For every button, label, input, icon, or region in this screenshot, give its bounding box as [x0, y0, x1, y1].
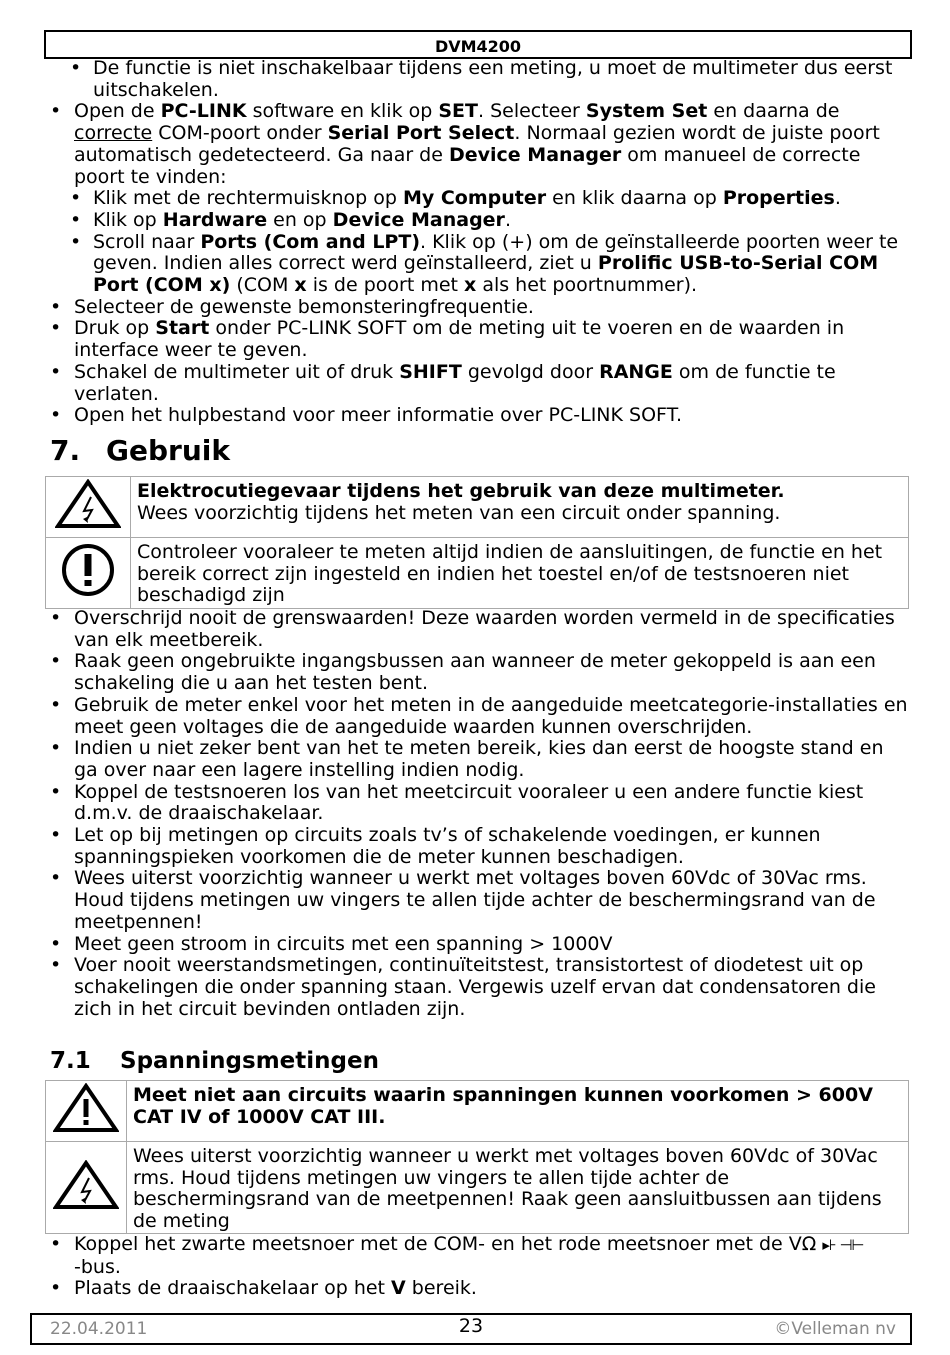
- warning-text: Elektrocutiegevaar tijdens het gebruik van deze multimeter. Wees voorzichtig tijdens het meten van een circuit onder spanning.: [131, 477, 909, 538]
- list-item: • Selecteer de gewenste bemonsteringfrequentie.: [44, 297, 910, 319]
- diode-capacitor-symbol-icon: ▸⊦ ⊣⊢: [822, 1236, 864, 1254]
- list-item: • Meet geen stroom in circuits met een spanning > 1000V: [44, 934, 910, 956]
- exclamation-circle-icon: [46, 538, 131, 609]
- page-number: 23: [458, 1315, 484, 1337]
- exclamation-warning-icon: [46, 1081, 127, 1142]
- list-item: • Overschrijd nooit de grenswaarden! Deze waarden worden vermeld in de specificaties van elk meetbereik.: [44, 608, 910, 651]
- list-item: • Open de PC-LINK software en klik op SET. Selecteer System Set en daarna de correcte COM-poort onder Serial Port Select. Normaal gezien wordt de juiste poort automatisch gedetecteerd. Ga naar de Device Manager om manueel de correcte poort te vinden:: [44, 101, 910, 188]
- warning-table: [45, 476, 909, 609]
- list-item: • Voer nooit weerstandsmetingen, continuïteitstest, transistortest of diodetest uit op schakelingen die onder spanning staan. Vergewis uzelf ervan dat condensatoren die zich in het circuit bevinden ontladen zijn.: [44, 955, 910, 1020]
- page-header: [44, 30, 912, 59]
- list-item: • Open het hulpbestand voor meer informatie over PC-LINK SOFT.: [44, 405, 910, 427]
- list-item: • Plaats de draaischakelaar op het V bereik.: [44, 1278, 910, 1300]
- sub-item: • Scroll naar Ports (Com and LPT). Klik op (+) om de geïnstalleerde poorten weer te geven. Indien alles correct werd geïnstalleerd, ziet u Prolific USB-to-Serial COM Port (COM x) (COM x is de poort met x als het poortnummer).: [68, 232, 910, 297]
- list-item: • Koppel het zwarte meetsnoer met de COM- en het rode meetsnoer met de VΩ ▸⊦ ⊣⊢ -bus.: [44, 1234, 910, 1278]
- list-item: • Gebruik de meter enkel voor het meten in de aangeduide meetcategorie-installaties en meet geen voltages die de aangeduide waarden kunnen overschrijden.: [44, 695, 910, 738]
- setup-instructions-list: [44, 58, 910, 427]
- warning-text: Meet niet aan circuits waarin spanningen kunnen voorkomen > 600V CAT IV of 1000V CAT III.: [127, 1081, 909, 1142]
- footer-copyright: ©Velleman nv: [774, 1319, 896, 1339]
- warning-text: Controleer vooraleer te meten altijd indien de aansluitingen, de functie en het bereik correct zijn ingesteld en indien het toestel en/of de testsnoeren niet beschadigd zijn: [131, 538, 909, 609]
- warning-table: [45, 1080, 909, 1234]
- sub-list: [44, 188, 910, 297]
- sub-item: • De functie is niet inschakelbaar tijdens een meting, u moet de multimeter dus eerst uitschakelen.: [68, 58, 910, 101]
- list-item: • Indien u niet zeker bent van het te meten bereik, kies dan eerst de hoogste stand en ga over naar een lagere instelling indien nodig.: [44, 738, 910, 781]
- section-heading-gebruik: 7. Gebruik: [50, 434, 230, 467]
- high-voltage-warning-icon: [46, 1142, 127, 1234]
- list-item: • Wees uiterst voorzichtig wanneer u werkt met voltages boven 60Vdc of 30Vac rms. Houd tijdens metingen uw vingers te allen tijde achter de beschermingsrand van de meetpennen!: [44, 868, 910, 933]
- list-item: [44, 58, 910, 101]
- list-item: • Koppel de testsnoeren los van het meetcircuit vooraleer u een andere functie kiest d.m.v. de draaischakelaar.: [44, 782, 910, 825]
- safety-instructions-list: [44, 608, 910, 1020]
- list-item: • Raak geen ongebruikte ingangsbussen aan wanneer de meter gekoppeld is aan een schakeling die u aan het testen bent.: [44, 651, 910, 694]
- list-item: • Schakel de multimeter uit of druk SHIFT gevolgd door RANGE om de functie te verlaten.: [44, 362, 910, 405]
- measurement-steps-list: [44, 1234, 910, 1300]
- list-item: • Let op bij metingen op circuits zoals tv’s of schakelende voedingen, er kunnen spanningspieken voorkomen die de meter kunnen beschadigen.: [44, 825, 910, 868]
- section-heading-spanningsmetingen: 7.1 Spanningsmetingen: [50, 1048, 379, 1074]
- high-voltage-warning-icon: [46, 477, 131, 538]
- page-footer: [30, 1313, 912, 1345]
- warning-text: Wees uiterst voorzichtig wanneer u werkt met voltages boven 60Vdc of 30Vac rms. Houd tijdens metingen uw vingers te allen tijde achter de beschermingsrand van de meetpennen! Raak geen aansluitbussen aan tijdens de meting: [127, 1142, 909, 1234]
- sub-item: • Klik op Hardware en op Device Manager.: [68, 210, 910, 232]
- footer-date: 22.04.2011: [50, 1319, 148, 1339]
- sub-item: • Klik met de rechtermuisknop op My Computer en klik daarna op Properties.: [68, 188, 910, 210]
- list-item: • Druk op Start onder PC-LINK SOFT om de meting uit te voeren en de waarden in interface weer te geven.: [44, 318, 910, 361]
- model-name: DVM4200: [434, 37, 522, 56]
